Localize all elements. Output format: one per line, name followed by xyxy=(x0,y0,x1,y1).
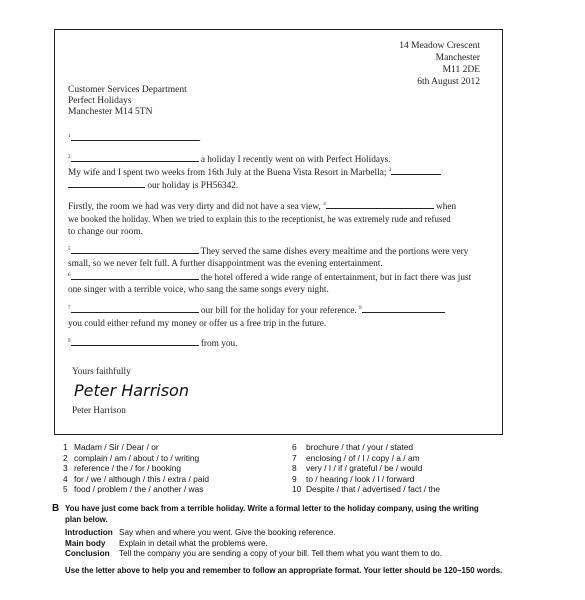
option-number: 2 xyxy=(63,452,68,463)
gap-number: 5 xyxy=(68,247,71,252)
option-item xyxy=(292,453,440,464)
option-item xyxy=(63,463,209,474)
printed-name: Peter Harrison xyxy=(72,406,126,416)
option-words: food / problem / the / another / was xyxy=(74,484,204,494)
paragraph-text: a holiday I recently went on with Perfect Holidays. xyxy=(200,155,391,165)
gap-blank xyxy=(71,337,199,346)
option-item xyxy=(292,474,440,485)
option-item xyxy=(63,442,209,453)
gap-number: 6 xyxy=(68,273,71,278)
sender-city: Manchester xyxy=(435,53,480,63)
option-number: 1 xyxy=(63,442,68,452)
option-number: 8 xyxy=(292,463,297,473)
paragraph-line xyxy=(68,153,391,166)
paragraph-text: one singer with a terrible voice, who sang the same songs every night. xyxy=(68,285,329,295)
handwritten-signature: Peter Harrison xyxy=(74,381,189,400)
paragraph-text: My wife and I spent two weeks from 16th July at the Buena Vista Resort in Marbella; xyxy=(68,168,387,178)
gap-number: 4 xyxy=(323,202,326,207)
paragraph-line xyxy=(68,337,238,350)
task-instruction xyxy=(65,504,479,525)
paragraph-text: we booked the holiday. When we tried to explain this to the receptionist, he was extremely rude and refused xyxy=(68,214,451,224)
gap-number: 1 xyxy=(68,134,71,139)
paragraph-line xyxy=(68,271,471,284)
gap-blank xyxy=(71,153,199,162)
gap-number: 9 xyxy=(68,339,71,344)
option-words: brochure / that / your / stated xyxy=(306,442,414,452)
option-number: 7 xyxy=(292,452,297,463)
paragraph-text: small, so we never felt full. A further disappointment was the evening entertainment. xyxy=(68,259,383,269)
letter-box xyxy=(54,29,503,435)
paragraph-text: our bill for the holiday for your reference. xyxy=(200,306,357,316)
recipient-company: Perfect Holidays xyxy=(68,96,132,106)
paragraph-text: the hotel offered a wide range of entertainment, but in fact there was just xyxy=(200,273,472,283)
paragraph-line xyxy=(68,166,441,179)
option-item xyxy=(292,442,440,453)
option-item xyxy=(63,484,209,495)
paragraph-text: when xyxy=(436,202,457,212)
sender-address xyxy=(399,40,480,88)
option-number: 5 xyxy=(63,484,68,494)
plan-text: Say when and where you went. Give the booking reference. xyxy=(119,528,336,537)
option-words: Madam / Sir / Dear / or xyxy=(74,442,159,452)
gap-blank xyxy=(71,304,199,313)
plan-label: Main body xyxy=(65,538,106,548)
greeting-end: . xyxy=(198,134,201,144)
option-words: complain / am / about / to / writing xyxy=(74,452,200,463)
gap-blank xyxy=(362,304,445,313)
options-left-column xyxy=(63,442,209,495)
option-number: 3 xyxy=(63,463,68,473)
option-words: very / I / if / grateful / be / would xyxy=(306,463,423,473)
option-item xyxy=(63,453,209,464)
paragraph-line xyxy=(68,179,238,192)
greeting-line xyxy=(68,132,201,145)
option-number: 10 xyxy=(292,484,302,494)
option-number: 9 xyxy=(292,473,297,484)
paragraph-text: our holiday is PH56342. xyxy=(147,181,239,191)
gap-blank xyxy=(326,200,434,209)
option-item xyxy=(63,474,209,485)
plan-label: Introduction xyxy=(65,528,113,537)
plan-text: Tell the company you are sending a copy of your bill. Tell them what you want them to do. xyxy=(119,549,442,558)
paragraph-line xyxy=(68,200,456,213)
option-words: for / we / although / this / extra / paid xyxy=(74,473,210,484)
writing-plan xyxy=(65,528,442,560)
instruction-line: plan below. xyxy=(65,514,108,524)
plan-row xyxy=(65,549,442,560)
sender-street: 14 Meadow Crescent xyxy=(399,41,480,51)
paragraph-line xyxy=(68,318,326,330)
gap-number: 7 xyxy=(68,306,71,311)
paragraph-line xyxy=(68,284,329,296)
paragraph-text: They served the same dishes every mealtime and the portions were very xyxy=(200,247,469,257)
letter-date: 6th August 2012 xyxy=(417,77,480,87)
sender-postcode: M11 2DE xyxy=(442,65,480,75)
option-words: reference / the / for / booking xyxy=(74,463,182,473)
plan-label: Conclusion xyxy=(65,549,110,558)
option-item xyxy=(292,484,440,495)
gap-blank xyxy=(71,132,199,141)
paragraph-line xyxy=(68,258,383,270)
plan-text: Explain in detail what the problems were. xyxy=(119,538,268,548)
paragraph-line xyxy=(68,304,445,317)
paragraph-line xyxy=(68,226,143,238)
gap-number: 3 xyxy=(388,168,392,173)
gap-blank xyxy=(71,245,199,254)
paragraph-line xyxy=(68,213,451,225)
paragraph-line xyxy=(68,245,468,258)
gap-number: 2 xyxy=(68,155,71,160)
gap-blank xyxy=(388,166,441,175)
gap-number: 8 xyxy=(359,306,362,311)
option-item xyxy=(292,463,440,474)
recipient-city: Manchester M14 5TN xyxy=(68,107,153,117)
task-letter: B xyxy=(52,503,60,514)
option-words: Despite / that / advertised / fact / the xyxy=(306,484,441,494)
option-number: 4 xyxy=(63,473,68,484)
recipient-department: Customer Services Department xyxy=(68,85,187,95)
gap-blank xyxy=(71,271,199,280)
paragraph-text: Firstly, the room we had was very dirty and did not have a sea view, xyxy=(68,202,321,212)
task-footer: Use the letter above to help you and remember to follow an appropriate format. Your letter should be 120–150 words. xyxy=(65,566,503,575)
option-words: enclosing / of / I / copy / a / am xyxy=(306,452,420,463)
plan-row xyxy=(65,528,442,539)
plan-row xyxy=(65,539,442,550)
gap-blank xyxy=(68,179,145,188)
options-right-column xyxy=(292,442,440,495)
instruction-line: You have just come back from a terrible holiday. Write a formal letter to the holiday company, using the writing xyxy=(65,504,479,513)
recipient-address xyxy=(68,85,187,118)
paragraph-text: to change our room. xyxy=(68,227,143,237)
paragraph-text: from you. xyxy=(200,339,238,349)
closing: Yours faithfully xyxy=(72,367,131,377)
option-number: 6 xyxy=(292,442,297,452)
paragraph-text: you could either refund my money or offer us a free trip in the future. xyxy=(68,319,327,329)
option-words: to / hearing / look / I / forward xyxy=(306,473,415,484)
